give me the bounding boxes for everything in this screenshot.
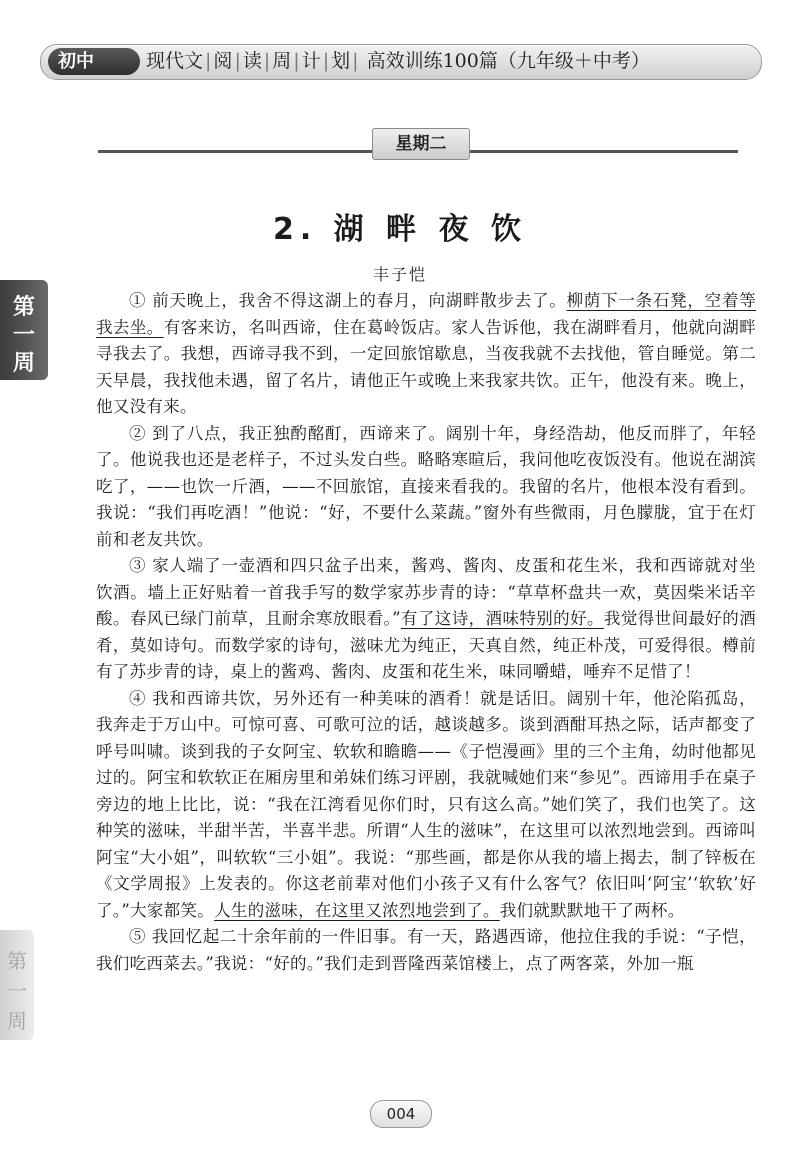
article-body [96, 288, 756, 977]
day-label: 星期二 [372, 128, 470, 160]
series-part-1: 现代文 [146, 50, 204, 72]
week-tab-ghost [0, 930, 34, 1040]
paragraph-text: ① 前天晚上，我舍不得这湖上的春月，向湖畔散步去了。 [129, 291, 567, 310]
paragraph-text: ② 到了八点，我正独酌酩酊，西谛来了。阔别十年，身经浩劫，他反而胖了，年轻了。他说我也还是老样子，不过头发白些。略略寒暄后，我问他吃夜饭没有。他说在湖滨吃了，——也饮一斤酒，——不回旅馆，直接来看我的。我留的名片，他根本没有看到。我说：“我们再吃酒！”他说：“好，不要什么菜蔬。”窗外有些微雨，月色朦胧，宜于在灯前和老友共饮。 [96, 423, 756, 549]
week-ghost-char-3: 周 [7, 1009, 27, 1033]
book-edition: （九年级＋中考） [497, 50, 650, 72]
paragraph-text: 有客来访，名叫西谛，住在葛岭饭店。家人告诉他，我在湖畔看月，他就向湖畔寻我去了。我想，西谛寻我不到，一定回旅馆歇息，当夜我就不去找他，管自睡觉。第二天早晨，我找他未遇，留了名片，请他正午或晚上来我家共饮。正午，他没有来。晚上，他又没有来。 [96, 317, 757, 416]
school-level-badge: 初中 [48, 48, 140, 75]
week-tab [0, 280, 48, 380]
paragraph-1 [96, 288, 756, 421]
paragraph-text: ③ 家人端了一壶酒和四只盆子出来，酱鸡、酱肉、皮蛋和花生米，我和西谛就对坐饮酒。墙上正好贴着一首我手写的数学家苏步青的诗：“草草杯盘共一欢，莫因柴米话辛酸。春风已绿门前草，且耐余寒放眼看。” [96, 556, 756, 628]
underlined-sentence: 人生的滋味，在这里又浓烈地尝到了。 [214, 900, 500, 920]
week-tab-char-2: 一 [12, 323, 35, 348]
week-ghost-char-1: 第 [7, 949, 27, 973]
paragraph-5 [96, 924, 756, 977]
page-number: 004 [370, 1100, 432, 1128]
series-part-2: 阅 [213, 50, 233, 72]
series-part-6: 划 [331, 50, 351, 72]
week-ghost-char-2: 一 [7, 979, 27, 1003]
article-author: 丰子恺 [372, 265, 427, 284]
week-tab-char-1: 第 [12, 295, 35, 320]
week-tab-char-3: 周 [12, 351, 35, 376]
paragraph-text: 我觉得世间最好的酒肴，莫如诗句。而数学家的诗句，滋味尤为纯正，天真自然，纯正朴茂，可爱得很。樽前有了苏步青的诗，桌上的酱鸡、酱肉、皮蛋和花生米，味同嚼蜡，唾弃不足惜了！ [96, 609, 757, 681]
paragraph-4 [96, 686, 756, 925]
paragraph-text: ⑤ 我回忆起二十余年前的一件旧事。有一天，路遇西谛，他拉住我的手说：“子恺，我们吃西菜去。”我说：“好的。”我们走到晋隆西菜馆楼上，点了两客菜，外加一瓶 [96, 927, 756, 973]
underlined-sentence: 柳荫下一条石凳，空着等我去坐。 [96, 291, 757, 337]
article-title: 2. 湖 畔 夜 饮 [272, 212, 528, 247]
paragraph-text: ④ 我和西谛共饮，另外还有一种美味的酒肴！就是话旧。阔别十年，他沦陷孤岛，我奔走于万山中。可惊可喜、可歌可泣的话，越谈越多。谈到酒酣耳热之际，话声都变了呼号叫啸。谈到我的子女阿宝、软软和瞻瞻——《子恺漫画》里的三个主角，幼时他都见过的。阿宝和软软正在厢房里和弟妹们练习评剧，我就喊她们来“参见”。西谛用手在桌子旁边的地上比比，说：“我在江湾看见你们时，只有这么高。”她们笑了，我们也笑了。这种笑的滋味，半甜半苦，半喜半悲。所谓“人生的滋味”，在这里可以浓烈地尝到。西谛叫阿宝“大小姐”，叫软软“三小姐”。我说：“那些画，都是你从我的墙上揭去，制了锌板在《文学周报》上发表的。你这老前辈对他们小孩子又有什么客气？依旧叫‘阿宝’‘软软’好了。”大家都笑。 [96, 688, 756, 920]
paragraph-2 [96, 421, 756, 554]
book-subtitle: 高效训练100篇 [366, 50, 498, 72]
paragraph-3 [96, 553, 756, 686]
underlined-sentence: 有了这诗，酒味特别的好。 [400, 609, 604, 628]
book-title: 现代文 | 阅 | 读 | 周 | 计 | 划 | 高效训练100篇（九年级＋中考） [146, 48, 650, 75]
series-part-3: 读 [242, 50, 262, 72]
series-part-5: 计 [301, 50, 321, 72]
series-part-4: 周 [272, 50, 292, 72]
paragraph-text: 我们就默默地干了两杯。 [499, 900, 685, 920]
